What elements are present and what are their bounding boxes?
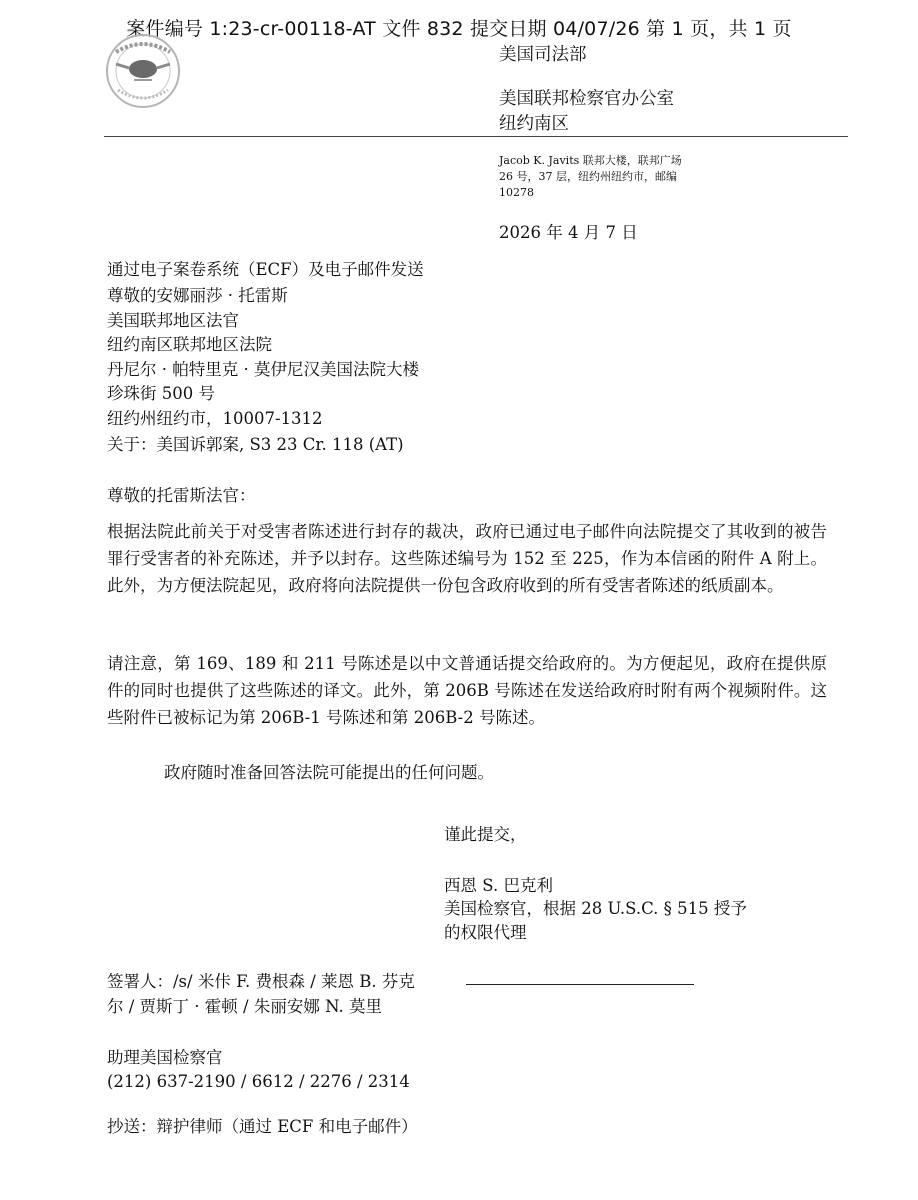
re-line: 关于：美国诉郭案, S3 23 Cr. 118 (AT) [107,435,404,454]
signer-name: 西恩 S. 巴克利 [444,876,553,895]
recipient-title: 美国联邦地区法官 [107,311,239,330]
signer-title-2: 的权限代理 [444,923,527,942]
recipient-street: 珍珠街 500 号 [107,384,215,403]
body-paragraph-3: 政府随时准备回答法院可能提出的任何问题。 [164,763,494,782]
letter-date: 2026 年 4 月 7 日 [499,223,638,242]
letterhead-divider [104,136,848,137]
signed-by-line-2: 尔 / 贾斯丁 · 霍顿 / 朱丽安娜 N. 莫里 [107,997,382,1016]
district-name: 纽约南区 [499,114,569,134]
address-line-3: 10278 [499,186,534,199]
address-line-2: 26 号，37 层，纽约州纽约市，邮编 [499,170,677,183]
doj-seal-logo [104,32,182,110]
recipient-name: 尊敬的安娜丽莎 · 托雷斯 [107,286,288,305]
recipient-building: 丹尼尔 · 帕特里克 · 莫伊尼汉美国法院大楼 [107,360,419,379]
valediction: 谨此提交， [444,825,527,844]
department-name: 美国司法部 [499,45,587,65]
recipient-city: 纽约州纽约市，10007-1312 [107,409,323,428]
office-name: 美国联邦检察官办公室 [499,89,674,109]
cc-line: 抄送：辩护律师（通过 ECF 和电子邮件） [107,1117,418,1136]
case-header: 案件编号 1:23-cr-00118-AT 文件 832 提交日期 04/07/26 第 1 页，共 1 页 [126,18,792,40]
signature-line [466,984,694,985]
delivery-method: 通过电子案卷系统（ECF）及电子邮件发送 [107,260,424,279]
signer-title-1: 美国检察官，根据 28 U.S.C. § 515 授予 [444,899,747,918]
address-line-1: Jacob K. Javits 联邦大楼，联邦广场 [499,154,682,167]
body-paragraph-1: 根据法院此前关于对受害者陈述进行封存的裁决，政府已通过电子邮件向法院提交了其收到的被告罪行受害者的补充陈述，并予以封存。这些陈述编号为 152 至 225，作为本信函的附件 A 附上。此外，为方便法院起见，政府将向法院提供一份包含政府收到的所有受害者陈述的纸质副本。 [107,522,827,595]
assistant-phone: (212) 637-2190 / 6612 / 2276 / 2314 [107,1072,410,1091]
signed-by-line-1: 签署人：/s/ 米佧 F. 费根森 / 莱恩 B. 芬克 [107,972,415,991]
body-paragraph-2: 请注意，第 169、189 和 211 号陈述是以中文普通话提交给政府的。为方便起见，政府在提供原件的同时也提供了这些陈述的译文。此外，第 206B 号陈述在发送给政府时附有两个视频附件。这些附件已被标记为第 206B-1 号陈述和第 206B-2 号陈述。 [107,654,827,727]
recipient-court: 纽约南区联邦地区法院 [107,335,272,354]
salutation: 尊敬的托雷斯法官： [107,486,256,505]
assistant-title: 助理美国检察官 [107,1048,223,1067]
